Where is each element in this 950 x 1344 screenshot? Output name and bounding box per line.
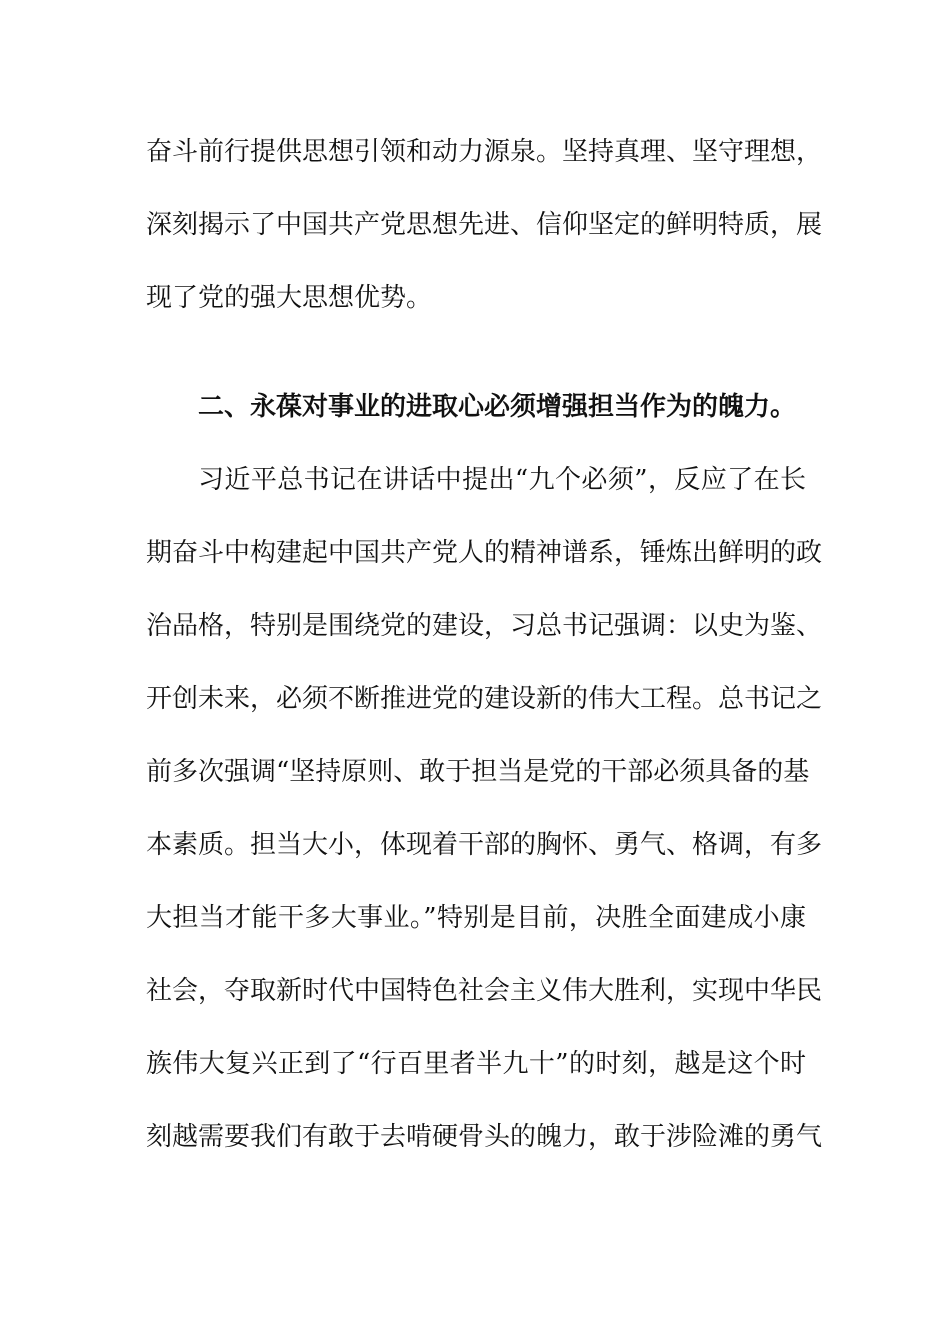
paragraph-line: 大担当才能干多大事业。”特别是目前，决胜全面建成小康 — [146, 903, 806, 933]
paragraph-line: 前多次强调“坚持原则、敢于担当是党的干部必须具备的基 — [146, 757, 810, 787]
paragraph-line: 深刻揭示了中国共产党思想先进、信仰坚定的鲜明特质，展 — [146, 210, 823, 240]
paragraph-line: 治品格，特别是围绕党的建设，习总书记强调：以史为鉴、 — [146, 611, 823, 641]
paragraph-line: 本素质。担当大小，体现着干部的胸怀、勇气、格调，有多 — [146, 830, 823, 860]
paragraph-line: 刻越需要我们有敢于去啃硬骨头的魄力，敢于涉险滩的勇气 — [146, 1122, 823, 1152]
paragraph-line: 期奋斗中构建起中国共产党人的精神谱系，锤炼出鲜明的政 — [146, 538, 823, 568]
paragraph-line: 族伟大复兴正到了“行百里者半九十”的时刻，越是这个时 — [146, 1049, 806, 1079]
paragraph-line: 习近平总书记在讲话中提出“九个必须”，反应了在长 — [198, 465, 806, 495]
paragraph-line: 社会，夺取新时代中国特色社会主义伟大胜利，实现中华民 — [146, 976, 823, 1006]
section-heading: 二、永葆对事业的进取心必须增强担当作为的魄力。 — [198, 392, 797, 422]
paragraph-line: 奋斗前行提供思想引领和动力源泉。坚持真理、坚守理想， — [146, 137, 823, 167]
paragraph-line: 现了党的强大思想优势。 — [146, 283, 433, 313]
paragraph-line: 开创未来，必须不断推进党的建设新的伟大工程。总书记之 — [146, 684, 823, 714]
